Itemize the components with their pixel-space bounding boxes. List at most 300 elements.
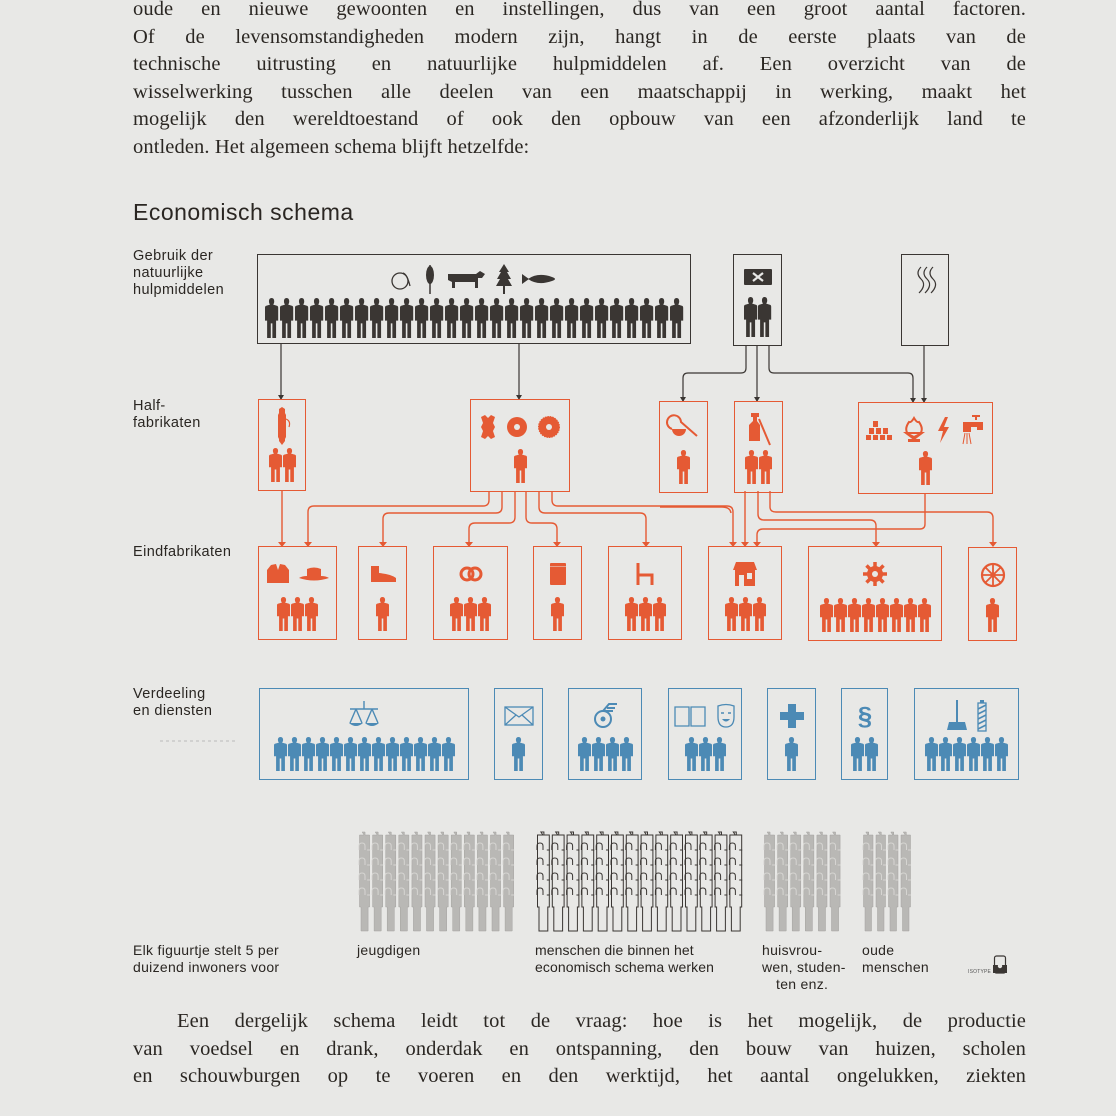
text-line: oude en nieuwe gewoonten en instellingen, dus van een groot aantal factoren. bbox=[133, 0, 1026, 20]
box-icons bbox=[734, 269, 781, 285]
figure-detail bbox=[655, 873, 668, 880]
box-machinery bbox=[808, 546, 942, 641]
cow-icon bbox=[446, 268, 486, 290]
box-icons bbox=[569, 697, 641, 735]
closing-paragraph bbox=[133, 1008, 1026, 1091]
person-figure bbox=[981, 737, 994, 771]
box-leather-textile bbox=[470, 399, 570, 492]
figure-detail bbox=[581, 858, 594, 865]
cross-icon bbox=[780, 704, 804, 728]
connector bbox=[758, 491, 876, 546]
figure-detail bbox=[700, 888, 713, 895]
person-figure bbox=[428, 737, 441, 771]
person-figure bbox=[445, 298, 458, 338]
person-figure bbox=[918, 598, 931, 632]
figure-detail bbox=[567, 873, 580, 880]
person-figure bbox=[291, 597, 304, 631]
paragraph-icon bbox=[857, 703, 873, 729]
figure-detail bbox=[700, 858, 713, 865]
text-line: ontleden. Het algemeen schema blijft hetzelfde: bbox=[133, 135, 530, 158]
person-figure bbox=[355, 298, 368, 338]
legend-line: Elk figuurtje stelt 5 per bbox=[133, 942, 280, 958]
box-icons bbox=[859, 411, 992, 449]
person-figure bbox=[316, 737, 329, 771]
person-figure bbox=[430, 298, 443, 338]
box-icons bbox=[735, 410, 782, 448]
box-icons bbox=[534, 555, 581, 593]
figure-detail bbox=[655, 843, 668, 850]
person-figure bbox=[344, 737, 357, 771]
connector bbox=[539, 492, 646, 546]
box-icons bbox=[768, 697, 815, 735]
box-icons bbox=[969, 556, 1016, 594]
figure-detail bbox=[552, 888, 565, 895]
legend-line: duizend inwoners voor bbox=[133, 959, 280, 975]
label-line: Verdeeling bbox=[133, 686, 206, 702]
label-line: natuurlijke bbox=[133, 265, 204, 281]
figure-detail bbox=[729, 873, 742, 880]
box-icons bbox=[260, 697, 468, 735]
person-figure bbox=[753, 597, 766, 631]
figure-detail bbox=[567, 843, 580, 850]
winged-wheel-icon bbox=[593, 703, 617, 729]
box-icons bbox=[902, 265, 948, 295]
worker-figures bbox=[259, 597, 336, 631]
barber-pole-icon bbox=[977, 700, 987, 732]
label-line: menschen die binnen het bbox=[535, 942, 694, 958]
worker-figures bbox=[359, 597, 406, 631]
box-icons bbox=[258, 263, 690, 295]
fruit-icon bbox=[390, 268, 414, 290]
figure-detail bbox=[626, 888, 639, 895]
person-figure bbox=[725, 597, 738, 631]
box-icons bbox=[259, 555, 336, 593]
yarn-reel-icon bbox=[506, 416, 528, 438]
cogwheel-icon bbox=[863, 562, 887, 586]
worker-figures bbox=[434, 597, 507, 631]
pretzel-icon bbox=[459, 566, 483, 582]
figure-detail bbox=[626, 858, 639, 865]
person-figure bbox=[620, 737, 633, 771]
book-icon bbox=[550, 563, 566, 585]
figure-detail bbox=[537, 843, 550, 850]
person-figure bbox=[625, 298, 638, 338]
box-icons bbox=[842, 697, 887, 735]
text-line: wisselwerking tusschen alle deelen van een maatschappij in werking, maakt het bbox=[133, 80, 1026, 103]
group-label-workers bbox=[535, 942, 714, 976]
box-post bbox=[494, 688, 543, 780]
figure-detail bbox=[596, 843, 609, 850]
person-figure bbox=[759, 450, 772, 484]
box-building bbox=[708, 546, 782, 640]
person-figure bbox=[358, 737, 371, 771]
raw-to-half-lines bbox=[281, 344, 924, 402]
figure-detail bbox=[715, 873, 728, 880]
label-line: economisch schema werken bbox=[535, 959, 715, 975]
connector bbox=[757, 493, 925, 546]
box-icons bbox=[259, 408, 305, 446]
person-figure bbox=[592, 737, 605, 771]
box-shoes bbox=[358, 546, 407, 640]
connector bbox=[683, 346, 746, 401]
figure-detail bbox=[581, 873, 594, 880]
figure-detail bbox=[581, 843, 594, 850]
population-group-elderly bbox=[861, 832, 911, 932]
person-figure bbox=[330, 737, 343, 771]
person-figure bbox=[876, 598, 889, 632]
gear-disc-icon bbox=[538, 416, 560, 438]
figure-detail bbox=[641, 858, 654, 865]
figure-detail bbox=[670, 843, 683, 850]
person-figure bbox=[578, 737, 591, 771]
person-figure bbox=[758, 297, 771, 337]
person-figure bbox=[890, 598, 903, 632]
worker-figures bbox=[735, 450, 782, 484]
isotype-signature bbox=[968, 955, 1007, 975]
figure-detail bbox=[685, 843, 698, 850]
box-icons bbox=[669, 697, 741, 735]
figure-detail bbox=[581, 888, 594, 895]
worker-figures bbox=[495, 737, 542, 771]
person-figure bbox=[512, 737, 525, 771]
figure-detail bbox=[626, 873, 639, 880]
text-line: mogelijk den wereldtoestand of ook den opbouw van een afzonderlijk land te bbox=[133, 108, 1026, 131]
text-line: van voedsel en drank, onderdak en ontspanning, den bouw van huizen, scholen bbox=[133, 1037, 1026, 1060]
worker-figures bbox=[258, 298, 690, 338]
worker-figures bbox=[734, 297, 781, 337]
connector bbox=[552, 492, 733, 546]
box-transport bbox=[568, 688, 642, 780]
person-figure bbox=[925, 737, 938, 771]
retort-icon bbox=[669, 419, 699, 439]
person-figure bbox=[580, 298, 593, 338]
row-label-final bbox=[133, 544, 231, 561]
person-figure bbox=[699, 737, 712, 771]
connector bbox=[769, 346, 913, 402]
shoe-icon bbox=[369, 566, 397, 582]
box-furniture bbox=[608, 546, 682, 640]
hat-icon bbox=[299, 566, 329, 582]
diagram-title: Economisch schema bbox=[133, 199, 354, 225]
person-figure bbox=[862, 598, 875, 632]
worker-figures bbox=[842, 737, 887, 771]
figure-detail bbox=[729, 888, 742, 895]
label-line: jeugdigen bbox=[357, 942, 421, 958]
person-figure bbox=[280, 298, 293, 338]
figure-detail bbox=[596, 873, 609, 880]
lightning-icon bbox=[936, 417, 950, 443]
wheel-icon bbox=[980, 562, 1006, 588]
scales-icon bbox=[346, 701, 382, 731]
person-figure bbox=[305, 597, 318, 631]
person-figure bbox=[865, 737, 878, 771]
figure-detail bbox=[715, 888, 728, 895]
box-icons bbox=[660, 410, 707, 448]
worker-figures bbox=[709, 597, 781, 631]
person-figure bbox=[995, 737, 1008, 771]
group-label-elderly bbox=[862, 942, 929, 976]
figure-detail bbox=[567, 858, 580, 865]
wheat-icon bbox=[424, 263, 436, 295]
population-group-workers bbox=[535, 832, 742, 932]
person-figure bbox=[640, 298, 653, 338]
label-line: Half- bbox=[133, 398, 166, 414]
person-figure bbox=[414, 737, 427, 771]
box-health bbox=[767, 688, 816, 780]
figure-detail bbox=[641, 873, 654, 880]
person-figure bbox=[848, 598, 861, 632]
chair-icon bbox=[636, 563, 654, 585]
figure-detail bbox=[655, 858, 668, 865]
person-figure bbox=[370, 298, 383, 338]
person-figure bbox=[834, 598, 847, 632]
figure-detail bbox=[552, 873, 565, 880]
person-figure bbox=[606, 737, 619, 771]
person-figure bbox=[919, 451, 932, 485]
population-figure bbox=[876, 832, 886, 931]
bricks-icon bbox=[866, 420, 892, 440]
worker-figures bbox=[915, 737, 1018, 771]
person-figure bbox=[302, 737, 315, 771]
person-figure bbox=[478, 597, 491, 631]
worker-figures bbox=[609, 597, 681, 631]
row-label-services bbox=[133, 686, 212, 720]
box-metal-works bbox=[734, 401, 783, 493]
figure-detail bbox=[729, 858, 742, 865]
box-clothing bbox=[258, 546, 337, 640]
population-figure bbox=[901, 832, 911, 931]
connector bbox=[660, 507, 731, 513]
text-line: technische uitrusting en natuurlijke hulpmiddelen af. Een overzicht van de bbox=[133, 53, 1026, 76]
person-figure bbox=[283, 448, 296, 482]
label-line: Eindfabrikaten bbox=[133, 544, 232, 560]
group-label-housewives bbox=[762, 942, 846, 993]
person-figure bbox=[340, 298, 353, 338]
water-waves-icon bbox=[913, 265, 937, 295]
box-metal-raw-materials bbox=[258, 399, 306, 491]
row-label-half bbox=[133, 398, 201, 432]
box-icons bbox=[359, 555, 406, 593]
person-figure bbox=[785, 737, 798, 771]
worker-figures bbox=[669, 737, 741, 771]
person-figure bbox=[967, 737, 980, 771]
person-figure bbox=[475, 298, 488, 338]
figure-detail bbox=[611, 858, 624, 865]
half-to-final-lines bbox=[282, 491, 993, 546]
figure-detail bbox=[537, 873, 550, 880]
figure-detail bbox=[655, 888, 668, 895]
label-line: en diensten bbox=[133, 703, 213, 719]
person-figure bbox=[677, 450, 690, 484]
intro-paragraph bbox=[133, 0, 1026, 162]
population-group-housewives-students bbox=[762, 832, 841, 932]
text-line: Of de levensomstandigheden modern zijn, hangt in de eerste plaats van de bbox=[133, 25, 1026, 48]
person-figure bbox=[953, 737, 966, 771]
person-figure bbox=[739, 597, 752, 631]
blast-furnace-icon bbox=[273, 407, 291, 447]
worker-figures bbox=[534, 597, 581, 631]
figure-detail bbox=[670, 888, 683, 895]
population-figure bbox=[864, 832, 874, 931]
box-law-administration bbox=[841, 688, 888, 780]
worker-figures bbox=[768, 737, 815, 771]
figure-detail bbox=[715, 858, 728, 865]
box-icons bbox=[434, 555, 507, 593]
connector bbox=[308, 492, 489, 546]
figure-detail bbox=[611, 843, 624, 850]
row-label-raw bbox=[133, 248, 224, 299]
mine-tower-icon bbox=[746, 411, 772, 447]
person-figure bbox=[288, 737, 301, 771]
text-line: Een dergelijk schema leidt tot de vraag: hoe is het mogelijk, de productie bbox=[177, 1010, 1026, 1032]
box-icons bbox=[809, 555, 941, 593]
worker-figures bbox=[260, 737, 468, 771]
box-energy-water bbox=[901, 254, 949, 346]
person-figure bbox=[376, 597, 389, 631]
person-figure bbox=[372, 737, 385, 771]
label-line: huisvrou- bbox=[762, 942, 823, 958]
box-trade bbox=[259, 688, 469, 780]
box-education-culture bbox=[668, 688, 742, 780]
box-printing bbox=[533, 546, 582, 640]
figure-detail bbox=[685, 873, 698, 880]
figure-detail bbox=[715, 843, 728, 850]
figure-detail bbox=[537, 888, 550, 895]
label-line: hulpmiddelen bbox=[133, 282, 225, 298]
label-line: menschen bbox=[862, 959, 929, 975]
box-agriculture-forestry-fishing bbox=[257, 254, 691, 344]
box-mining bbox=[733, 254, 782, 346]
arrowheads-dark bbox=[278, 395, 927, 403]
person-figure bbox=[820, 598, 833, 632]
mining-hammers-icon bbox=[744, 269, 772, 285]
box-icons bbox=[915, 697, 1018, 735]
isotype-logo-icon bbox=[993, 955, 1007, 975]
tree-icon bbox=[496, 263, 512, 295]
person-figure bbox=[464, 597, 477, 631]
envelope-icon bbox=[504, 706, 534, 726]
figure-detail bbox=[596, 858, 609, 865]
person-figure bbox=[442, 737, 455, 771]
text-line: en schouwburgen op te voeren en den werktijd, het aantal ongelukken, ziekten bbox=[133, 1065, 1026, 1088]
person-figure bbox=[685, 737, 698, 771]
signature-text: ISOTYPE bbox=[968, 969, 992, 975]
person-figure bbox=[904, 598, 917, 632]
person-figure bbox=[610, 298, 623, 338]
worker-figures bbox=[969, 598, 1016, 632]
person-figure bbox=[986, 598, 999, 632]
theatre-mask-icon bbox=[716, 704, 736, 728]
open-book-icon bbox=[674, 705, 706, 727]
population-figure bbox=[889, 832, 899, 931]
figure-detail bbox=[670, 873, 683, 880]
person-figure bbox=[520, 298, 533, 338]
person-figure bbox=[385, 298, 398, 338]
person-figure bbox=[551, 597, 564, 631]
person-figure bbox=[939, 737, 952, 771]
person-figure bbox=[265, 298, 278, 338]
worker-figures bbox=[569, 737, 641, 771]
box-gas-electricity-water bbox=[858, 402, 993, 494]
person-figure bbox=[565, 298, 578, 338]
person-figure bbox=[535, 298, 548, 338]
person-figure bbox=[269, 448, 282, 482]
person-figure bbox=[450, 597, 463, 631]
figure-detail bbox=[567, 888, 580, 895]
population-group-jeugdigen bbox=[357, 832, 514, 932]
person-figure bbox=[851, 737, 864, 771]
person-figure bbox=[295, 298, 308, 338]
person-figure bbox=[325, 298, 338, 338]
connector bbox=[770, 491, 993, 546]
person-figure bbox=[274, 737, 287, 771]
svg-text:§: § bbox=[857, 701, 872, 731]
person-figure bbox=[514, 449, 527, 483]
figure-detail bbox=[670, 858, 683, 865]
figure-detail bbox=[611, 873, 624, 880]
person-figure bbox=[460, 298, 473, 338]
person-figure bbox=[713, 737, 726, 771]
label-line: fabrikaten bbox=[133, 415, 201, 431]
person-figure bbox=[310, 298, 323, 338]
broom-icon bbox=[947, 700, 967, 732]
person-figure bbox=[670, 298, 683, 338]
figure-detail bbox=[537, 858, 550, 865]
person-figure bbox=[655, 298, 668, 338]
person-figure bbox=[400, 737, 413, 771]
person-figure bbox=[625, 597, 638, 631]
figure-detail bbox=[552, 843, 565, 850]
figure-detail bbox=[626, 843, 639, 850]
figure-detail bbox=[729, 843, 742, 850]
worker-figures bbox=[660, 450, 707, 484]
person-figure bbox=[550, 298, 563, 338]
house-icon bbox=[733, 562, 757, 586]
connector bbox=[469, 492, 515, 546]
box-icons bbox=[495, 697, 542, 735]
box-icons bbox=[709, 555, 781, 593]
figure-detail bbox=[700, 873, 713, 880]
box-icons bbox=[471, 408, 569, 446]
gas-flame-icon bbox=[902, 417, 926, 443]
figure-detail bbox=[685, 888, 698, 895]
person-figure bbox=[277, 597, 290, 631]
jacket-icon bbox=[267, 564, 289, 584]
figure-detail bbox=[700, 843, 713, 850]
person-figure bbox=[386, 737, 399, 771]
group-label-youth bbox=[357, 942, 420, 959]
person-figure bbox=[595, 298, 608, 338]
worker-figures bbox=[859, 451, 992, 485]
figure-detail bbox=[611, 888, 624, 895]
box-vehicles bbox=[968, 547, 1017, 641]
person-figure bbox=[400, 298, 413, 338]
person-figure bbox=[745, 450, 758, 484]
fish-icon bbox=[522, 272, 558, 286]
box-personal-services bbox=[914, 688, 1019, 780]
figure-detail bbox=[596, 888, 609, 895]
person-figure bbox=[653, 597, 666, 631]
connector bbox=[526, 492, 557, 546]
person-figure bbox=[744, 297, 757, 337]
hide-icon bbox=[480, 415, 496, 439]
person-figure bbox=[505, 298, 518, 338]
figure-detail bbox=[552, 858, 565, 865]
figure-detail bbox=[685, 858, 698, 865]
box-food bbox=[433, 546, 508, 640]
label-line: oude bbox=[862, 942, 895, 958]
water-tap-icon bbox=[960, 415, 986, 445]
